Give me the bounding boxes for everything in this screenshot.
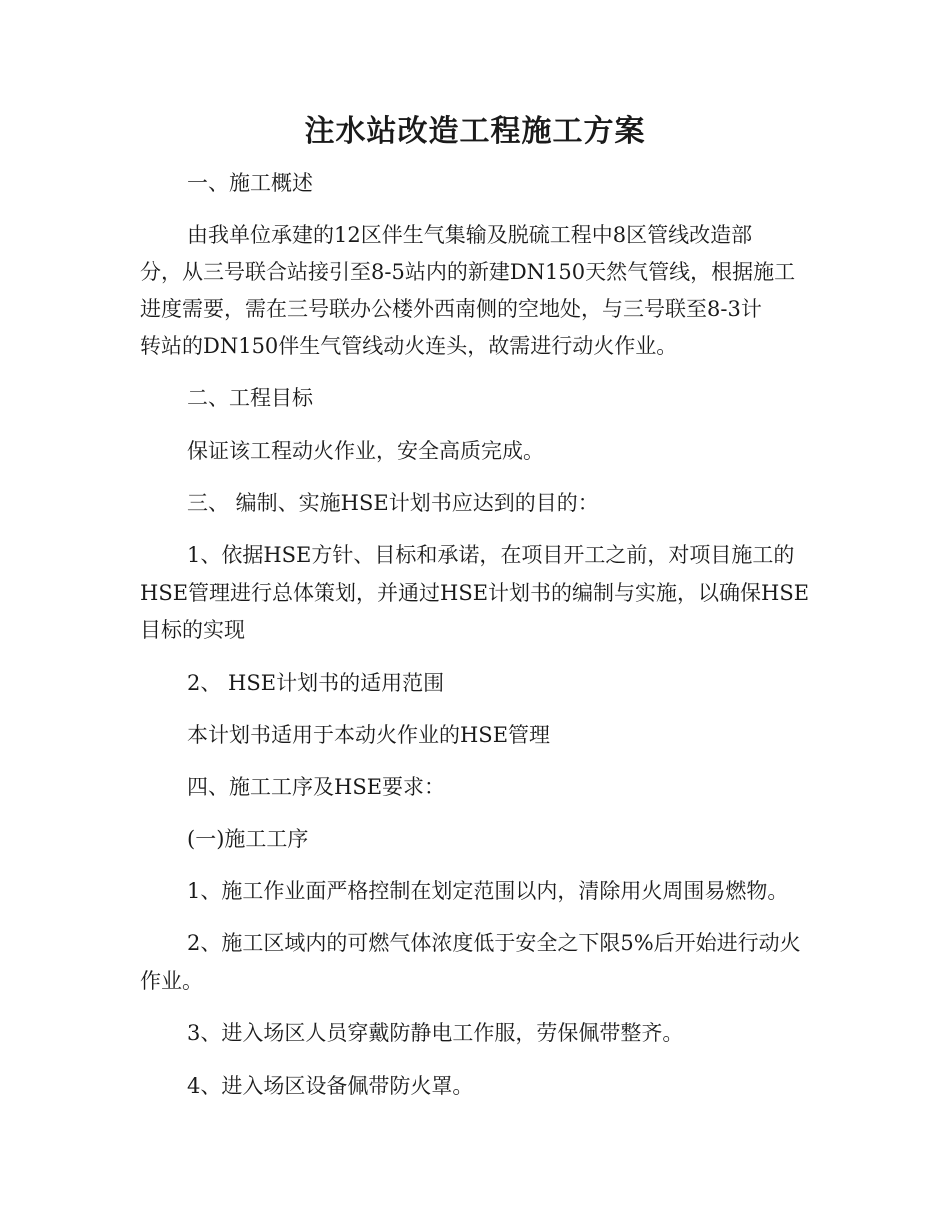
- paragraph-line: 1、依据HSE方针、目标和承诺，在项目开工之前，对项目施工的: [187, 543, 795, 567]
- document-title: 注水站改造工程施工方案: [304, 114, 646, 149]
- section-heading-hse-plan: 三、 编制、实施HSE计划书应达到的目的：: [187, 491, 599, 515]
- subsection-heading: (一)施工工序: [187, 827, 309, 851]
- section-heading-procedure: 四、施工工序及HSE要求：: [187, 775, 446, 799]
- paragraph-line: 由我单位承建的12区伴生气集输及脱硫工程中8区管线改造部: [187, 223, 753, 247]
- list-item: 2、施工区域内的可燃气体浓度低于安全之下限5%后开始进行动火: [187, 931, 801, 955]
- paragraph-line: 分，从三号联合站接引至8-5站内的新建DN150天然气管线，根据施工: [140, 260, 796, 284]
- list-item: 1、施工作业面严格控制在划定范围以内，清除用火周围易燃物。: [187, 879, 789, 903]
- paragraph-line: 2、 HSE计划书的适用范围: [187, 671, 445, 695]
- paragraph-line: HSE管理进行总体策划，并通过HSE计划书的编制与实施，以确保HSE: [140, 581, 810, 605]
- paragraph-line: 进度需要，需在三号联办公楼外西南侧的空地处，与三号联至8-3计: [140, 297, 762, 321]
- section-heading-goal: 二、工程目标: [187, 386, 313, 410]
- section-heading-overview: 一、施工概述: [187, 171, 313, 195]
- list-item: 4、进入场区设备佩带防火罩。: [187, 1074, 474, 1098]
- paragraph-line: 保证该工程动火作业，安全高质完成。: [187, 439, 544, 463]
- list-item: 3、进入场区人员穿戴防静电工作服，劳保佩带整齐。: [187, 1021, 684, 1045]
- paragraph-line: 转站的DN150伴生气管线动火连头，故需进行动火作业。: [140, 334, 678, 358]
- list-item-continuation: 作业。: [140, 969, 203, 993]
- paragraph-line: 本计划书适用于本动火作业的HSE管理: [187, 723, 551, 747]
- paragraph-line: 目标的实现: [140, 618, 245, 642]
